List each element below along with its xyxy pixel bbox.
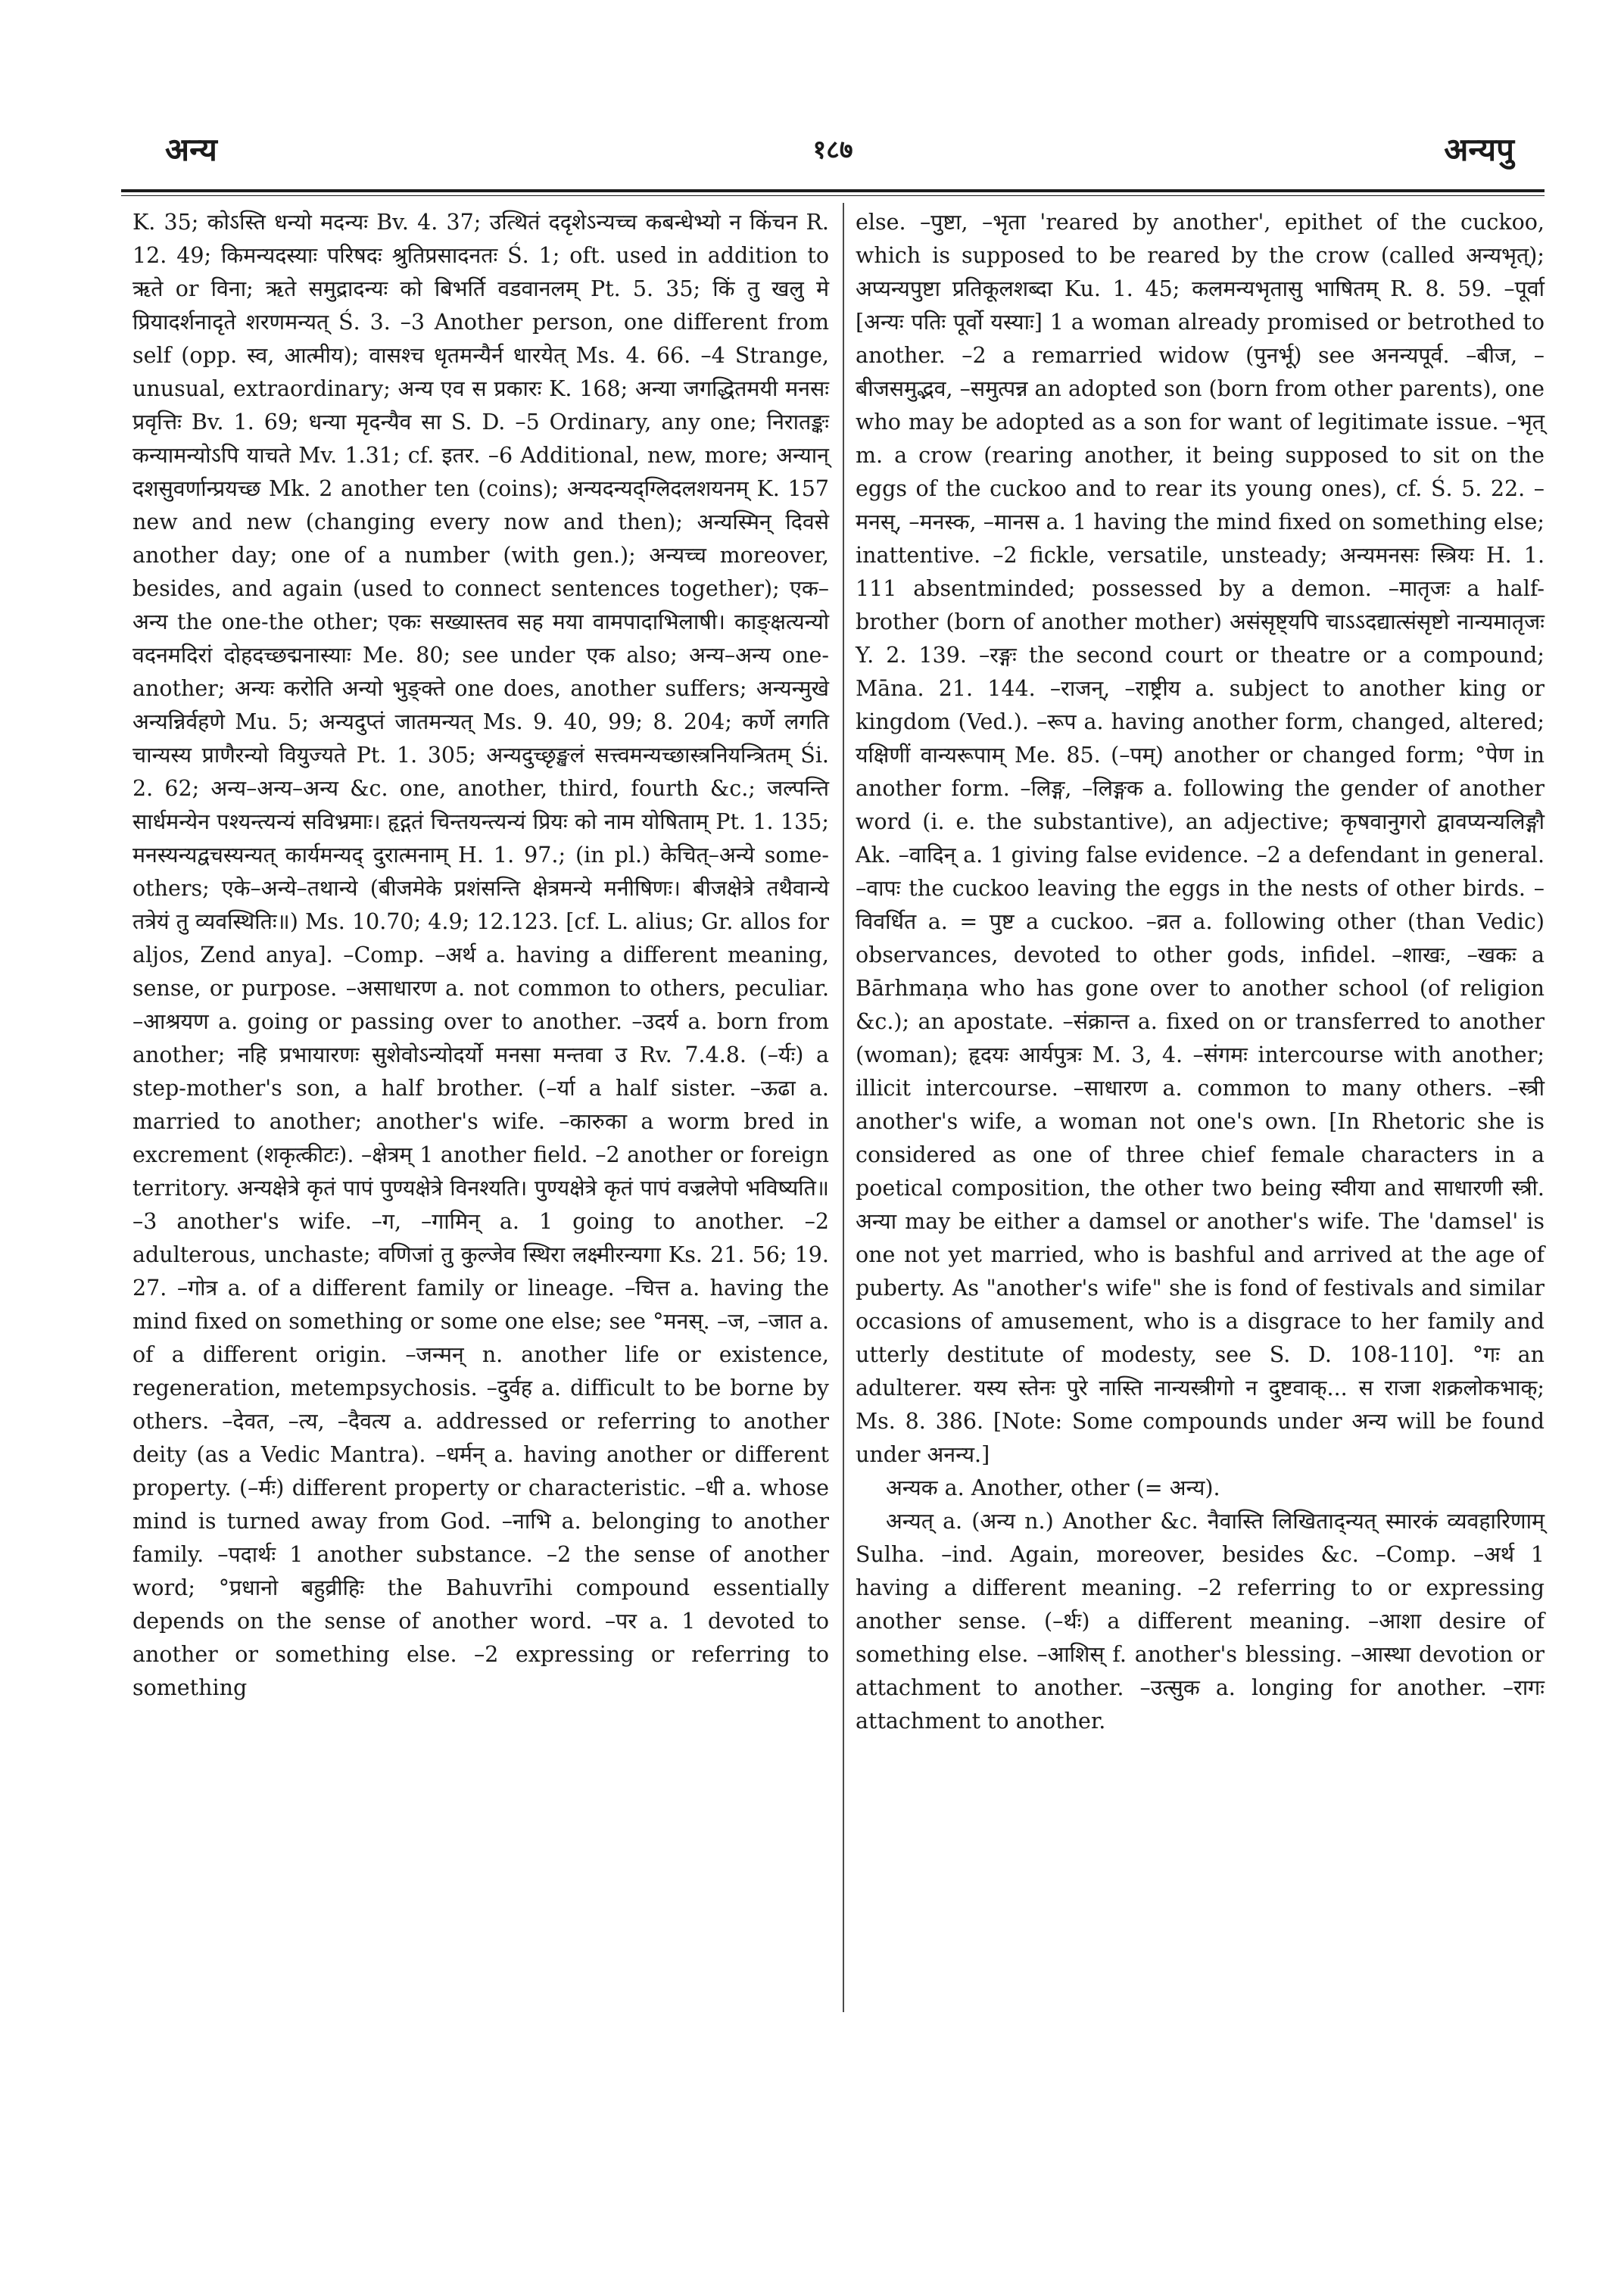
right-column-paragraph: else. –पुष्टा, –भृता 'reared by another', epithet of the cuckoo, which is supposed to be reared by the crow (called अन्यभृत्); अप्यन्यपुष्टा प्रतिकूलशब्दा Ku. 1. 45; कलमन्यभृतासु भाषितम् R. 8. 59. –पूर्वा [अन्यः पतिः पूर्वो यस्याः] 1 a woman already promised or betrothed to another. –2 a remarried widow (पुनर्भू) see अनन्यपूर्व. –बीज, –बीजसमुद्भव, –समुत्पन्न an adopted son (born from other parents), one who may be adopted as a son for want of legitimate issue. –भृत् m. a crow (rearing another, it being supposed to sit on the eggs of the cuckoo and to rear its young ones), cf. Ś. 5. 22. –मनस्, –मनस्क, –मानस a. 1 having the mind fixed on something else; inattentive. –2 fickle, versatile, unsteady; अन्यमनसः स्त्रियः H. 1. 111 absentminded; possessed by a demon. –मातृजः a half-brother (born of another mother) असंसृष्ट्यपि चाऽऽदद्यात्संसृष्टो नान्यमातृजः Y. 2. 139. –रङ्गः the second court or theatre or a compound; Māna. 21. 144. –राजन्, –राष्ट्रीय a. subject to another king or kingdom (Ved.). –रूप a. having another form, changed, altered; यक्षिणीं वान्यरूपाम् Me. 85. (–पम्) another or changed form; °पेण in another form. –लिङ्ग, –लिङ्गक a. following the gender of another word (i. e. the substantive), an adjective; कृषवानुगरो द्वावप्यन्यलिङ्गौ Ak. –वादिन् a. 1 giving false evidence. –2 a defendant in general. –वापः the cuckoo leaving the eggs in the nests of other birds. –विवर्धित a. = पुष्ट a cuckoo. –व्रत a. following other (than Vedic) observances, devoted to other gods, infidel. –शाखः, –खकः a Bārhmaṇa who has gone over to another school (of religion &c.); an apostate. –संक्रान्त a. fixed on or transferred to another (woman); हृदयः आर्यपुत्रः M. 3, 4. –संगमः intercourse with another; illicit intercourse. –साधारण a. common to many others. –स्त्री another's wife, a woman not one's own. [In Rhetoric she is considered as one of three chief female characters in a poetical composition, the other two being स्वीया and साधारणी स्त्री. अन्या may be either a damsel or another's wife. The 'damsel' is one not yet married, who is bashful and arrived at the age of puberty. As "another's wife" she is fond of festivals and similar occasions of amusement, who is a disgrace to her family and utterly destitute of modesty, see S. D. 108-110]. °गः an adulterer. यस्य स्तेनः पुरे नास्ति नान्यस्त्रीगो न दुष्टवाक्... स राजा शक्रलोकभाक्; Ms. 8. 386. [Note: Some compounds under अन्य will be found under अनन्य.] bbox=[856, 210, 1545, 1467]
column-divider bbox=[843, 203, 844, 2012]
page-number: १८७ bbox=[812, 135, 853, 165]
header-right-guide-word: अन्यपु bbox=[1444, 131, 1514, 168]
header-left-guide-word: अन्य bbox=[165, 131, 217, 168]
entry-anyat: अन्यत् a. (अन्य n.) Another &c. नैवास्ति लिखिताद्न्यत् स्मारकं व्यवहारिणाम् Sulha. –ind. Again, moreover, besides &c. –Comp. –अर्थ 1 having a different meaning. –2 referring to or expressing another sense. (–र्थः) a different meaning. –आशा desire of something else. –आशिस् f. another's blessing. –आस्था devotion or attachment to another. –उत्सुक a. longing for another. –रागः attachment to another. bbox=[856, 1509, 1545, 1734]
header-rule-thin bbox=[121, 195, 1545, 196]
left-column-paragraph: K. 35; कोऽस्ति धन्यो मदन्यः Bv. 4. 37; उत्थितं ददृशेऽन्यच्च कबन्धेभ्यो न किंचन R. 12. 49; किमन्यदस्याः परिषदः श्रुतिप्रसादनतः Ś. 1; oft. used in addition to ऋते or विना; ऋते समुद्रादन्यः को बिभर्ति वडवानलम् Pt. 5. 35; किं तु खलु मे प्रियादर्शनादृते शरणमन्यत् Ś. 3. –3 Another person, one different from self (opp. स्व, आत्मीय); वासश्च धृतमन्यैर्न धारयेत् Ms. 4. 66. –4 Strange, unusual, extraordinary; अन्य एव स प्रकारः K. 168; अन्या जगद्धितमयी मनसः प्रवृत्तिः Bv. 1. 69; धन्या मृदन्यैव सा S. D. –5 Ordinary, any one; निरातङ्कः कन्यामन्योऽपि याचते Mv. 1.31; cf. इतर. –6 Additional, new, more; अन्यान् दशसुवर्णान्प्रयच्छ Mk. 2 another ten (coins); अन्यदन्यद्ग्लिदलशयनम् K. 157 new and new (changing every now and then); अन्यस्मिन् दिवसे another day; one of a number (with gen.); अन्यच्च moreover, besides, and again (used to connect sentences together); एक–अन्य the one-the other; एकः सख्यास्तव सह मया वामपादाभिलाषी। काङ्क्षत्यन्यो वदनमदिरां दोहदच्छद्मनास्याः Me. 80; see under एक also; अन्य–अन्य one-another; अन्यः करोति अन्यो भुङ्क्ते one does, another suffers; अन्यन्मुखे अन्यन्निर्वहणे Mu. 5; अन्यदुप्तं जातमन्यत् Ms. 9. 40, 99; 8. 204; कर्णे लगति चान्यस्य प्राणैरन्यो वियुज्यते Pt. 1. 305; अन्यदुच्छृङ्खलं सत्त्वमन्यच्छास्त्रनियन्त्रितम् Śi. 2. 62; अन्य–अन्य–अन्य &c. one, another, third, fourth &c.; जल्पन्ति सार्धमन्येन पश्यन्त्यन्यं सविभ्रमाः। हृद्गतं चिन्तयन्त्यन्यं प्रियः को नाम योषिताम् Pt. 1. 135; मनस्यन्यद्वचस्यन्यत् कार्यमन्यद् दुरात्मनाम् H. 1. 97.; (in pl.) केचित्–अन्ये some-others; एके–अन्ये–तथान्ये (बीजमेके प्रशंसन्ति क्षेत्रमन्ये मनीषिणः। बीजक्षेत्रे तथैवान्ये तत्रेयं तु व्यवस्थितिः॥) Ms. 10.70; 4.9; 12.123. [cf. L. alius; Gr. allos for aljos, Zend anya]. –Comp. –अर्थ a. having a different meaning, sense, or purpose. –असाधारण a. not common to others, peculiar. –आश्रयण a. going or passing over to another. –उदर्य a. born from another; नहि प्रभायारणः सुशेवोऽन्योदर्यो मनसा मन्तवा उ Rv. 7.4.8. (–र्यः) a step-mother's son, a half brother. (–र्या a half sister. –ऊढा a. married to another; another's wife. –कारुका a worm bred in excrement (शकृत्कीटः). –क्षेत्रम् 1 another field. –2 another or foreign territory. अन्यक्षेत्रे कृतं पापं पुण्यक्षेत्रे विनश्यति। पुण्यक्षेत्रे कृतं पापं वज्रलेपो भविष्यति॥ –3 another's wife. –ग, –गामिन् a. 1 going to another. –2 adulterous, unchaste; वणिजां तु कुल्जेव स्थिरा लक्ष्मीरन्यगा Ks. 21. 56; 19. 27. –गोत्र a. of a different family or lineage. –चित्त a. having the mind fixed on something or some one else; see °मनस्. –ज, –जात a. of a different origin. –जन्मन् n. another life or existence, regeneration, metempsychosis. –दुर्वह a. difficult to be borne by others. –देवत, –त्य, –दैवत्य a. addressed or referring to another deity (as a Vedic Mantra). –धर्मन् a. having another or different property. (–र्मः) different property or characteristic. –धी a. whose mind is turned away from God. –नाभि a. belonging to another family. –पदार्थः 1 another substance. –2 the sense of another word; °प्रधानो बहुव्रीहिः the Bahuvrīhi compound essentially depends on the sense of another word. –पर a. 1 devoted to another or something else. –2 expressing or referring to something bbox=[132, 210, 829, 1700]
right-column bbox=[856, 206, 1545, 1738]
header-rule bbox=[121, 189, 1545, 192]
left-column bbox=[132, 206, 829, 1705]
entry-anyaka: अन्यक a. Another, other (= अन्य). bbox=[886, 1475, 1220, 1500]
page-header bbox=[129, 127, 1537, 180]
